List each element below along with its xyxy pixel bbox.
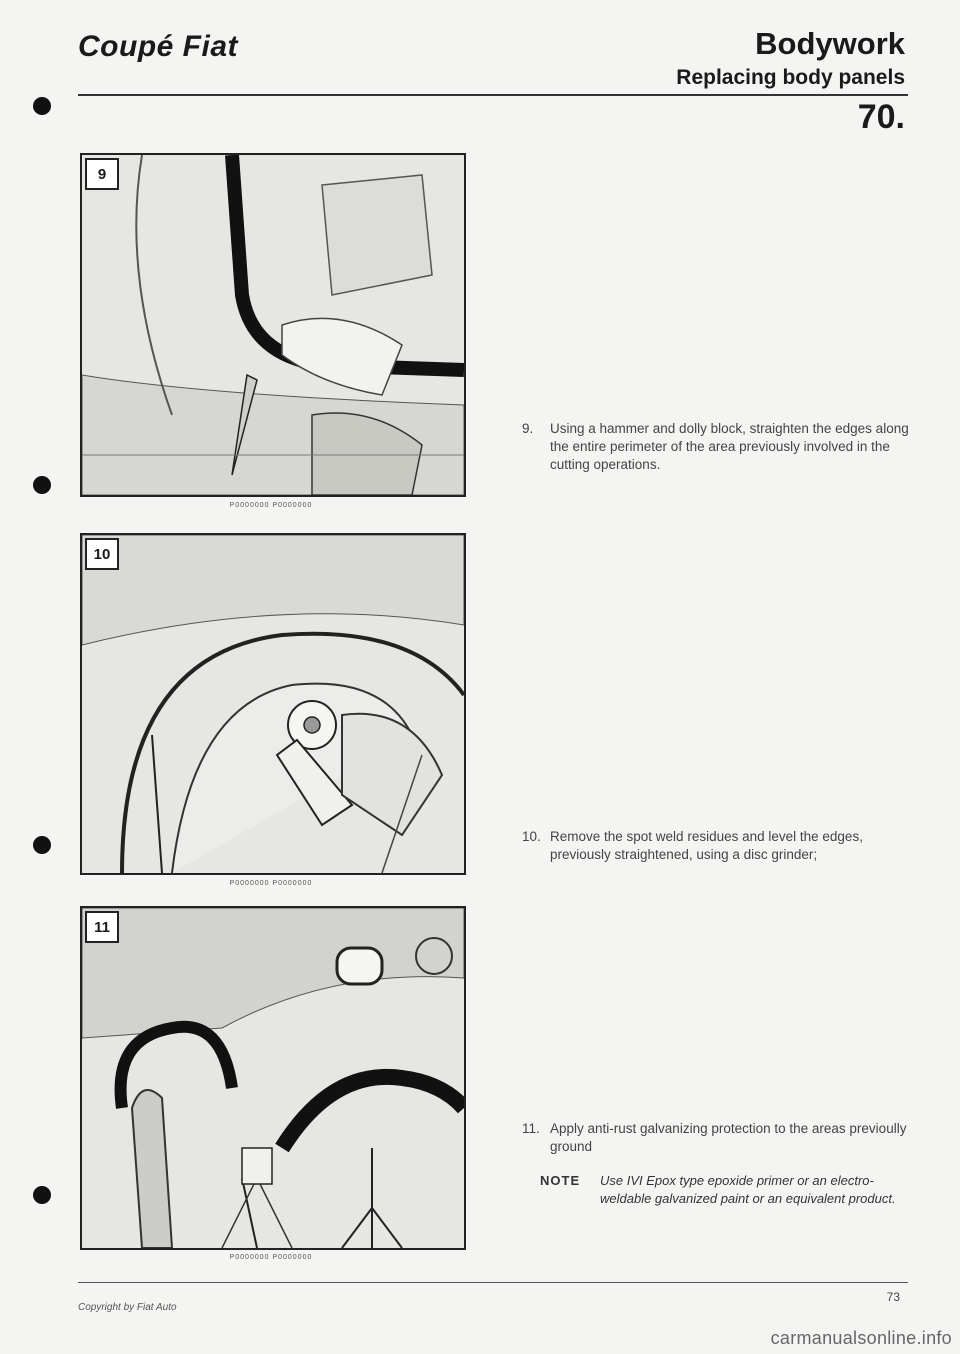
step-text: Using a hammer and dolly block, straighten the edges along the entire perimeter of the area previously involved in the cutting operations. [550, 421, 909, 472]
step-number: 11. [522, 1121, 540, 1136]
page-number: 73 [886, 1290, 900, 1304]
step-9 [522, 420, 917, 474]
brand-title: Coupé Fiat [78, 30, 238, 63]
figure-9-caption: P0000000 P0000000 [229, 502, 313, 509]
chapter-number: 70. [857, 98, 905, 136]
note-text: Use IVI Epox type epoxide primer or an electro-weldable galvanized paint or an equivalent product. [600, 1173, 896, 1206]
section-title: Bodywork [755, 26, 905, 61]
binder-hole [33, 1186, 51, 1204]
underbody-spray-drawing [82, 908, 464, 1248]
copyright-text: Copyright by Fiat Auto [78, 1302, 177, 1313]
figure-10-illustration [80, 533, 466, 875]
step-number: 10. [522, 829, 541, 844]
step-text: Apply anti-rust galvanizing protection to the areas previoully ground [550, 1121, 907, 1154]
note-block [540, 1172, 920, 1208]
binder-hole [33, 97, 51, 115]
figure-9-illustration [80, 153, 466, 497]
figure-number: 11 [85, 911, 119, 943]
step-11 [522, 1120, 917, 1156]
figure-number: 9 [85, 158, 119, 190]
figure-11-illustration [80, 906, 466, 1250]
binder-hole [33, 836, 51, 854]
step-number: 9. [522, 421, 534, 436]
note-label: NOTE [540, 1173, 581, 1188]
step-10 [522, 828, 917, 864]
header-rule [78, 94, 908, 96]
binder-hole [33, 476, 51, 494]
figure-11-caption: P0000000 P0000000 [229, 1254, 313, 1261]
step-text: Remove the spot weld residues and level the edges, previously straightened, using a disc grinder; [550, 829, 863, 862]
figure-10-caption: P0000000 P0000000 [229, 880, 313, 887]
pillar-hammer-drawing [82, 155, 464, 495]
footer-rule [78, 1282, 908, 1283]
watermark-text: carmanualsonline.info [770, 1328, 952, 1348]
wheel-arch-grinder-drawing [82, 535, 464, 873]
subsection-title: Replacing body panels [676, 66, 905, 89]
figure-number: 10 [85, 538, 119, 570]
